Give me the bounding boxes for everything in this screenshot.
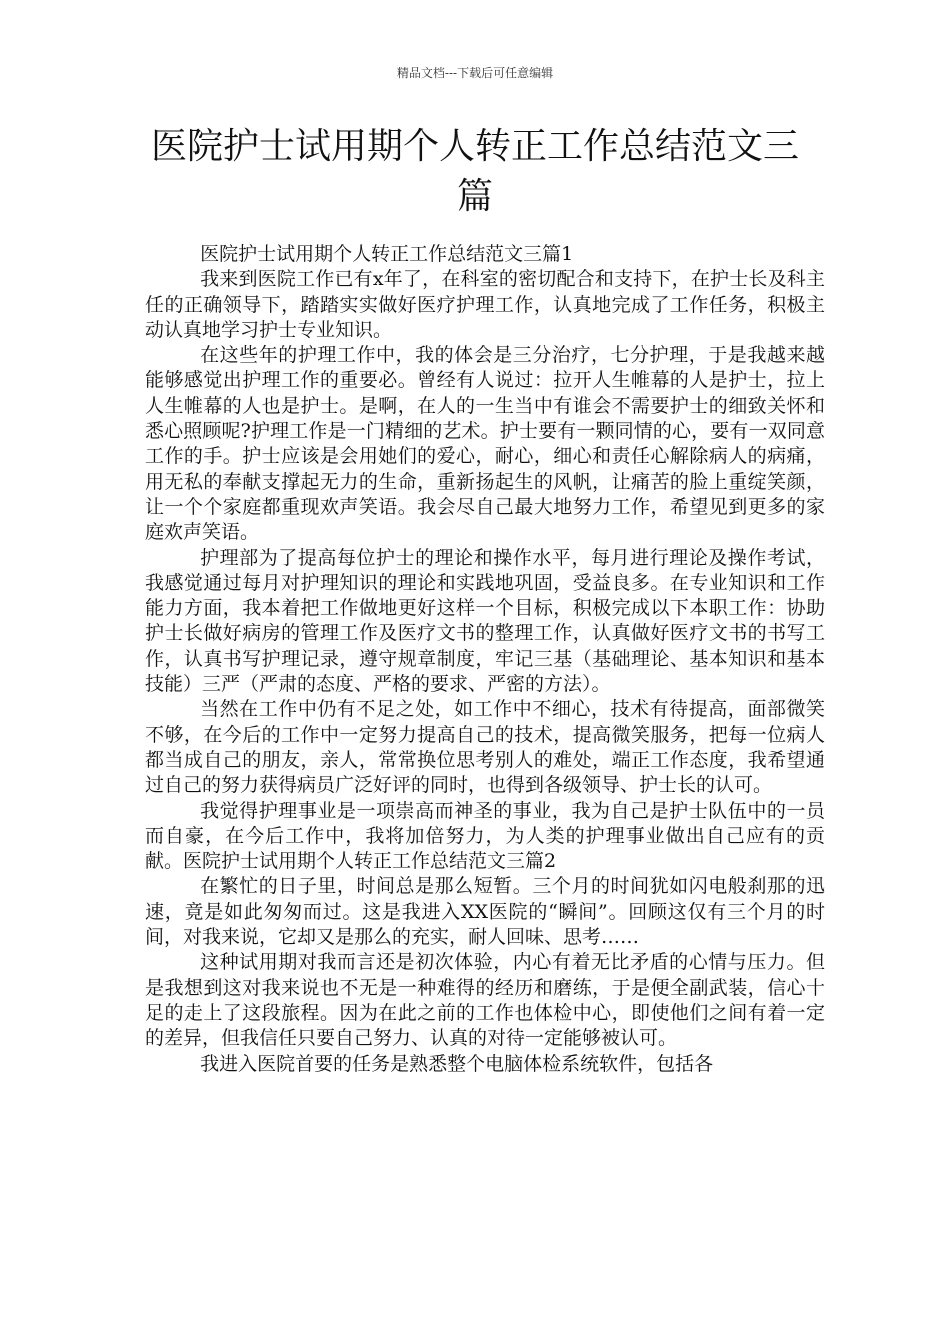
paragraph: 在这些年的护理工作中，我的体会是三分治疗，七分护理，于是我越来越能够感觉出护理工作的重要必。曾经有人说过：拉开人生帷幕的人是护士，拉上人生帷幕的人也是护士。是啊，在人的一生当中有谁会不需要护士的细致关怀和悉心照顾呢?护理工作是一门精细的艺术。护士要有一颗同情的心，要有一双同意工作的手。护士应该是会用她们的爱心，耐心，细心和责任心解除病人的病痛，用无私的奉献支撑起无力的生命，重新扬起生的风帆，让痛苦的脸上重绽笑颜，让一个个家庭都重现欢声笑语。我会尽自己最大地努力工作，希望见到更多的家庭欢声笑语。	[145, 344, 825, 544]
paragraph: 这种试用期对我而言还是初次体验，内心有着无比矛盾的心情与压力。但是我想到这对我来说也不无是一种难得的经历和磨练，于是便全副武装，信心十足的走上了这段旅程。因为在此之前的工作也体检中心，即使他们之间有着一定的差异，但我信任只要自己努力、认真的对待一定能够被认可。	[145, 951, 825, 1050]
paragraph: 我来到医院工作已有x年了，在科室的密切配合和支持下，在护士长及科主任的正确领导下，踏踏实实做好医疗护理工作，认真地完成了工作任务，积极主动认真地学习护士专业知识。	[145, 268, 825, 341]
paragraph: 我进入医院首要的任务是熟悉整个电脑体检系统软件，包括各	[200, 1052, 714, 1075]
document-title: 医院护士试用期个人转正工作总结范文三篇	[150, 126, 799, 217]
paragraph: 护理部为了提高每位护士的理论和操作水平，每月进行理论及操作考试，我感觉通过每月对护理知识的理论和实践地巩固，受益良多。在专业知识和工作能力方面，我本着把工作做地更好这样一个目标，积极完成以下本职工作：协助护士长做好病房的管理工作及医疗文书的整理工作，认真做好医疗文书的书写工作，认真书写护理记录，遵守规章制度，牢记三基（基础理论、基本知识和基本技能）三严（严肃的态度、严格的要求、严密的方法）。	[145, 546, 825, 696]
paragraph-subtitle-1: 医院护士试用期个人转正工作总结范文三篇1	[200, 243, 574, 265]
document-body	[145, 242, 825, 1077]
paragraph: 我觉得护理事业是一项崇高而神圣的事业，我为自己是护士队伍中的一员而自豪，在今后工作中，我将加倍努力，为人类的护理事业做出自己应有的贡献。医院护士试用期个人转正工作总结范文三篇2	[145, 799, 825, 873]
paragraph: 在繁忙的日子里，时间总是那么短暂。三个月的时间犹如闪电般刹那的迅速，竟是如此匆匆而过。这是我进入XX医院的“瞬间”。回顾这仅有三个月的时间，对我来说，它却又是那么的充实，耐人回味、思考……	[145, 875, 825, 949]
paragraph: 当然在工作中仍有不足之处，如工作中不细心，技术有待提高，面部微笑不够，在今后的工作中一定努力提高自己的技术，提高微笑服务，把每一位病人都当成自己的朋友，亲人，常常换位思考别人的难处，端正工作态度，我希望通过自己的努力获得病员广泛好评的同时，也得到各级领导、护士长的认可。	[145, 698, 825, 797]
header-note: 精品文档---下载后可任意编辑	[396, 66, 554, 80]
